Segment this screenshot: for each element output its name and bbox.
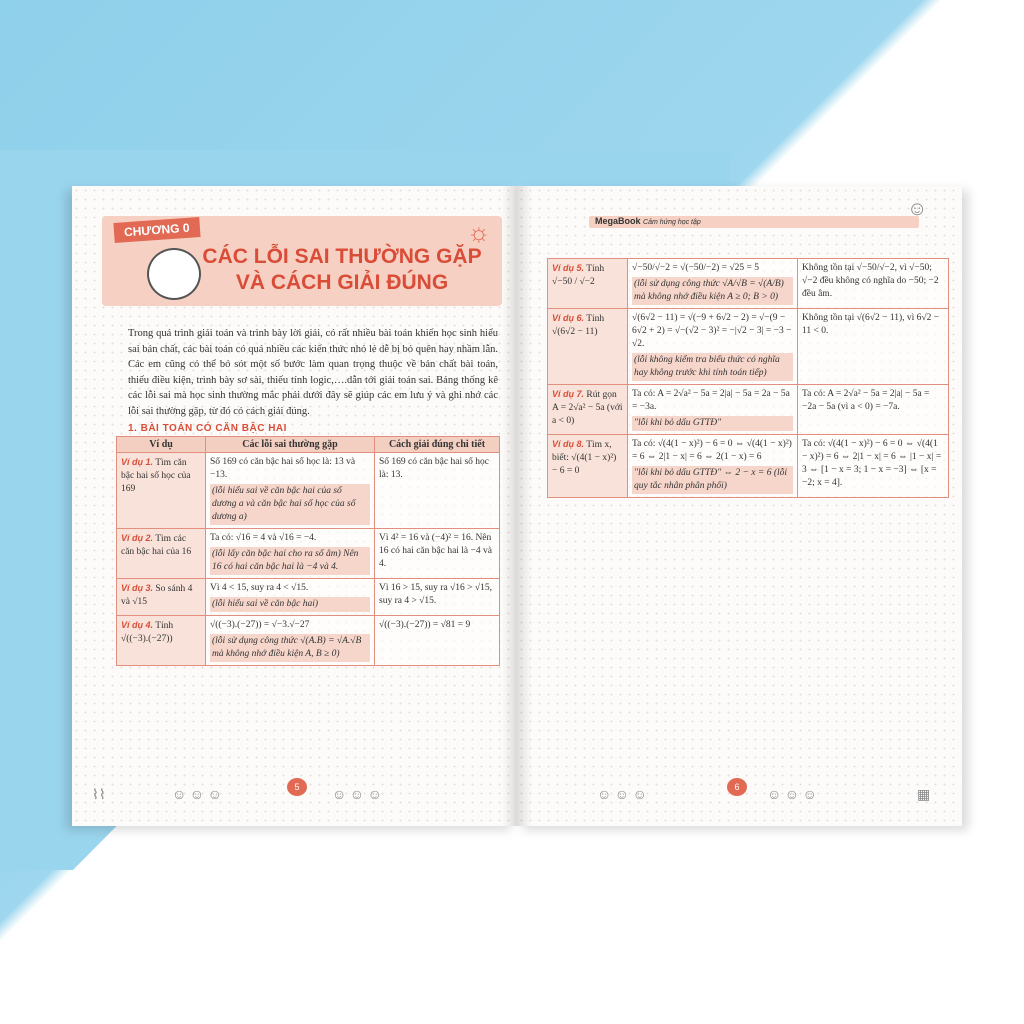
col-header-example: Ví dụ [117,437,206,453]
chapter-title [192,244,492,296]
chapter-label: CHƯƠNG 0 [113,217,200,243]
section-heading: 1. BÀI TOÁN CÓ CĂN BẬC HAI [128,423,287,434]
mistake-note: (lỗi hiểu sai về căn bậc hai của số dương a và căn bậc hai số học của số dương a) [210,484,370,525]
calculator-icon: ▦ [917,788,931,803]
example-label: Ví dụ 5. [552,263,585,273]
example-cell [548,309,628,385]
mistake-note: (lỗi sử dụng công thức √(A.B) = √A.√B mà không nhớ điều kiện A, B ≥ 0) [210,634,370,662]
title-line-2: VÀ CÁCH GIẢI ĐÚNG [235,271,449,294]
figure-doodle-icon: ☺ ☺ ☺ [172,788,222,803]
title-line-1: CÁC LỖI SAI THƯỜNG GẶP [202,245,482,268]
mistake-cell [628,259,798,309]
solution-cell [798,385,949,435]
table-row [117,616,500,666]
page-number: 6 [727,778,747,796]
book-spine [502,186,532,826]
mistake-cell [206,616,375,666]
table-row [548,435,949,498]
mistake-cell [206,453,375,529]
example-label: Ví dụ 3. [121,583,154,593]
example-label: Ví dụ 7. [552,389,585,399]
example-label: Ví dụ 1. [121,457,154,467]
example-question: Tìm x, biết: √(4(1 − x)²) − 6 = 0 [552,440,617,476]
col-header-solution: Cách giải đúng chi tiết [375,437,500,453]
table-row [117,579,500,616]
figure-doodle-icon: ☺ ☺ ☺ [597,788,647,803]
solution-text: Không tồn tại √(6√2 − 11), vì 6√2 − 11 < 0. [802,313,940,336]
solution-text: Không tồn tại √−50/√−2, vì √−50; √−2 đều không có nghĩa do −50; −2 đều âm. [802,263,939,299]
errors-table-right [547,258,949,498]
page-number: 5 [287,778,307,796]
example-cell [117,616,206,666]
left-page [72,186,517,826]
example-question: Tính √−50 / √−2 [552,264,605,287]
solution-text: Ta có: √(4(1 − x)²) − 6 = 0 ⇔ √(4(1 − x)²) = 6 ⇔ 2|1 − x| = 6 ⇔ |1 − x| = 3 ⇔ [1 − x = 3; 1 − x = −3] ⇔ [x = −2; x = 4]. [802,439,942,488]
table-row [548,385,949,435]
mistake-cell [206,579,375,616]
table-row [548,259,949,309]
mistake-note: "lỗi khi bỏ dấu GTTĐ" [632,416,793,431]
mistake-text: Số 169 có căn bậc hai số học là: 13 và −13. [210,457,356,480]
col-header-mistakes: Các lỗi sai thường gặp [206,437,375,453]
mistake-text: √−50/√−2 = √(−50/−2) = √25 = 5 [632,263,759,273]
example-label: Ví dụ 4. [121,620,154,630]
example-cell [117,453,206,529]
solution-cell [375,616,500,666]
example-label: Ví dụ 8. [552,439,585,449]
example-question: Rút gọn A = 2√a² − 5a (với a < 0) [552,390,623,426]
chart-doodle-icon: ⌇⌇ [92,788,106,803]
solution-text: √((−3).(−27)) = √81 = 9 [379,620,471,630]
solution-cell [375,529,500,579]
example-cell [117,529,206,579]
solution-text: Vì 4² = 16 và (−4)² = 16. Nên 16 có hai căn bậc hai là −4 và 4. [379,533,492,569]
mistake-text: √(6√2 − 11) = √(−9 + 6√2 − 2) = √−(9 − 6√2 + 2) = √−(√2 − 3)² = −|√2 − 3| = −3 − √2. [632,313,792,349]
brand-name: MegaBook [595,216,641,226]
mistake-note: (lỗi lấy căn bậc hai cho ra số âm) Nên 16 có hai căn bậc hai là −4 và 4. [210,547,370,575]
table-row [117,529,500,579]
mistake-note: (lỗi sử dụng công thức √A/√B = √(A/B) mà không nhớ điều kiện A ≥ 0; B > 0) [632,277,793,305]
table-row [117,453,500,529]
right-page [517,186,962,826]
solution-cell [798,259,949,309]
brand [595,216,701,226]
mistake-cell [206,529,375,579]
mistake-cell [628,435,798,498]
figure-doodle-icon: ☺ ☺ ☺ [332,788,382,803]
solution-text: Ta có: A = 2√a² − 5a = 2|a| − 5a = −2a − 5a (vì a < 0) = −7a. [802,389,930,412]
example-label: Ví dụ 2. [121,533,154,543]
mistake-cell [628,309,798,385]
example-question: So sánh 4 và √15 [121,584,193,607]
example-question: Tìm căn bậc hai số học của 169 [121,458,191,494]
mascot-icon: ☺ [907,198,928,220]
open-book [62,186,970,826]
mistake-text: Ta có: √(4(1 − x)²) − 6 = 0 ⇔ √(4(1 − x)²) = 6 ⇔ 2|1 − x| = 6 ⇔ 2(1 − x) = 6 [632,439,792,462]
example-question: Tìm các căn bậc hai của 16 [121,534,192,557]
solution-cell [375,579,500,616]
mistake-note: (lỗi không kiểm tra biểu thức có nghĩa hay không trước khi tính toán tiếp) [632,353,793,381]
example-question: Tính √(6√2 − 11) [552,314,605,337]
example-cell [548,435,628,498]
solution-text: Số 169 có căn bậc hai số học là: 13. [379,457,490,480]
figure-doodle-icon: ☺ ☺ ☺ [767,788,817,803]
mistake-note: "lỗi khi bỏ dấu GTTĐ" ⇔ 2 − x = 6 (lỗi quy tắc nhân phân phối) [632,466,793,494]
example-cell [548,385,628,435]
example-label: Ví dụ 6. [552,313,585,323]
solution-cell [798,435,949,498]
solution-text: Vì 16 > 15, suy ra √16 > √15, suy ra 4 > √15. [379,583,492,606]
mistake-text: √((−3).(−27)) = √−3.√−27 [210,620,310,630]
solution-cell [798,309,949,385]
mistake-note: (lỗi hiểu sai về căn bậc hai) [210,597,370,612]
example-cell [548,259,628,309]
solution-cell [375,453,500,529]
mistake-text: Ta có: A = 2√a² − 5a = 2|a| − 5a = 2a − 5a = −3a. [632,389,790,412]
mistake-text: Ta có: √16 = 4 và √16 = −4. [210,533,317,543]
example-question: Tính √((−3).(−27)) [121,621,174,644]
errors-table-left [116,436,500,666]
mistake-cell [628,385,798,435]
example-cell [117,579,206,616]
intro-paragraph: Trong quá trình giải toán và trình bày lời giải, có rất nhiều bài toán khiến học sinh hiểu sai bản chất, các bài toán có quá nhiều các kiến thức nhỏ lẻ dễ bị bỏ quên hay nhầm lẫn. Các em cũng có thể bỏ sót một số bước làm quan trọng thuộc về bản chất bài toán, thiếu điều kiện, trình bày sơ sài, thiếu tính logic,….dẫn tới giải toán sai. Bảng thống kê các lỗi sai mà học sinh thường mắc phải dưới đây sẽ giúp các em lưu ý và ghi nhớ các lỗi sai thường gặp, từ đó có cách giải đúng. [128,328,498,417]
table-row [548,309,949,385]
brand-tagline: Cảm hứng học tập [643,219,701,226]
lightbulb-icon: ☼ [467,218,491,247]
mistake-text: Vì 4 < 15, suy ra 4 < √15. [210,583,309,593]
